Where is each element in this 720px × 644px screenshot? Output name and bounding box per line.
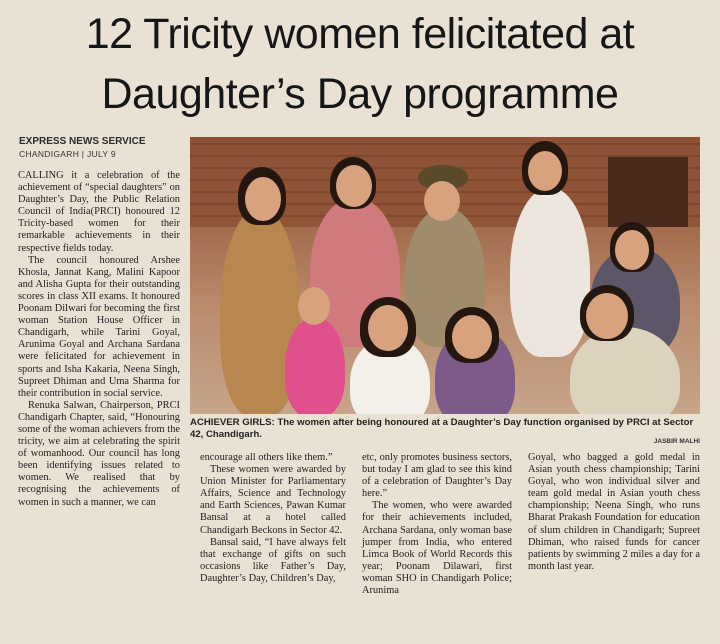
paragraph: Bansal said, “I have always felt that exchange of gifts on such occasions like Father’s Day, Daughter’s Day, Children’s Day, <box>200 536 346 584</box>
paragraph: etc, only promotes business sectors, but today I am glad to see this kind of a celebration of Daughter’s Day here.” <box>362 452 512 500</box>
byline: EXPRESS NEWS SERVICE <box>19 136 146 147</box>
article-column-4 <box>528 452 700 573</box>
paragraph: encourage all others like them.” <box>200 452 333 463</box>
paragraph: Goyal, who bagged a gold medal in Asian youth chess championship; Tarini Goyal, who won individual silver and team gold medal in Asian youth chess championship; Neena Singh, who runs Bharat Prakash Foundation for education of slum children in Chandigarh; Supreet Dhiman, who raised funds for cancer patients by swimming 2 miles a day for a month last year. <box>528 452 700 572</box>
paragraph: CALLING it a celebration of the achievement of “special daughters” on Daughter’s Day, the Public Relation Council of India(PRCI) honoured 12 Tricity-based women for their remarkable achievements in their respective fields today. <box>18 170 180 254</box>
article-column-1 <box>18 170 180 509</box>
article-column-2 <box>200 452 346 585</box>
photo-figure-face <box>245 177 281 221</box>
photo-figure-face <box>336 165 372 207</box>
headline-line-2: Daughter’s Day programme <box>101 70 619 118</box>
photo-credit: JASBIR MALHI <box>653 438 700 445</box>
article-column-3 <box>362 452 512 597</box>
paragraph: The council honoured Arshee Khosla, Jannat Kang, Malini Kapoor and Alisha Gupta for their outstanding scores in class XII exams. It honoured Poonam Dilwari for becoming the first woman Station House Officer in Chandigarh, while Tarini Goyal, Arunima Goyal and Archana Sardana were felicitated for achievement in sports and Isha Kakaria, Neena Singh, Supreet Dhiman and Uma Sharma for their contribution in social service. <box>18 254 180 399</box>
photo-figure-face <box>452 315 492 359</box>
photo-figure <box>510 187 590 357</box>
photo-window <box>608 157 688 227</box>
photo-figure <box>285 317 345 414</box>
photo-figure-face <box>368 305 408 351</box>
photo-figure-face <box>528 151 562 191</box>
paragraph: These women were awarded by Union Minister for Parliamentary Affairs, Science and Technology and Earth Sciences, Pawan Kumar Bansal at a hotel called Chandigarh Beckons in Sector 42. <box>200 464 346 536</box>
photo-figure-face <box>586 293 628 339</box>
photo-figure-face <box>298 287 330 325</box>
dateline: CHANDIGARH | JULY 9 <box>19 149 116 159</box>
group-photo <box>190 137 700 414</box>
photo-caption: ACHIEVER GIRLS: The women after being honoured at a Daughter’s Day function organised by PRCI at Sector 42, Chandigarh. <box>190 417 694 440</box>
photo-figure-face <box>615 230 649 270</box>
headline-line-1: 12 Tricity women felicitated at <box>85 10 635 58</box>
paragraph: The women, who were awarded for their achievements included, Archana Sardana, only woman base jumper from India, who entered Limca Book of World Records this year; Poonam Dilawari, first woman SHO in Chandigarh Police; Arunima <box>362 500 512 597</box>
paragraph: Renuka Salwan, Chairperson, PRCI Chandigarh Chapter, said, “Honouring some of the woman achievers from the tricity, we aim at celebrating the spirit of womanhood. Our council has long been identifying issues related to women. We realised that by recognising the achievements of women in such a manner, we can <box>18 399 180 508</box>
photo-figure-face <box>424 181 460 221</box>
